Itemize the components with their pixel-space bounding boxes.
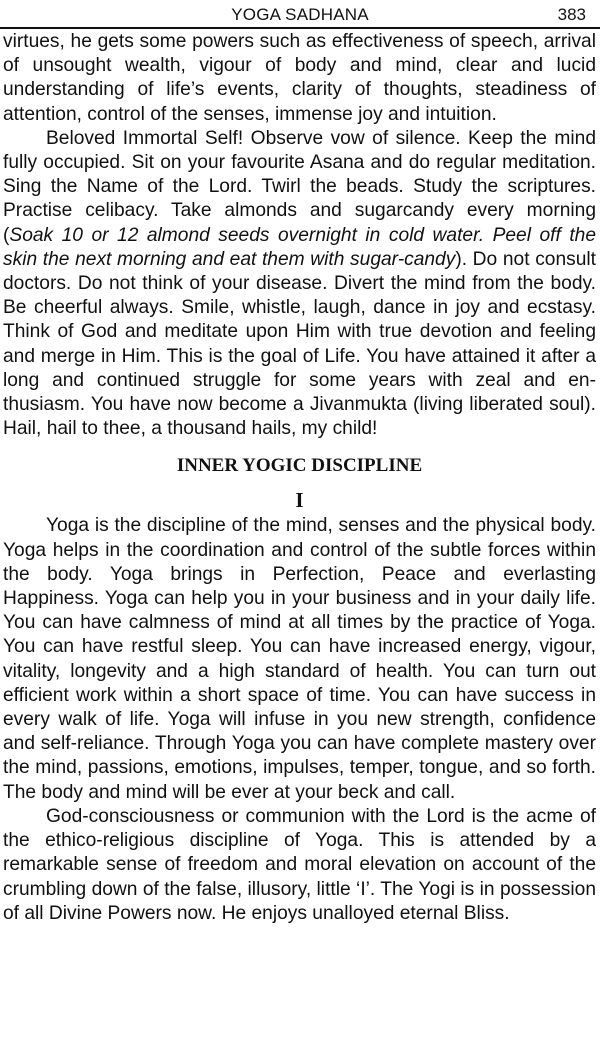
- paragraph-beloved-self: [3, 127, 596, 442]
- paragraph-text: Beloved Immortal Self! Observe vow of silence. Keep the mind fully occupied. Sit on your favourite Asana and do regular meditation. Sing the Name of the Lord. Twirl the beads. Study the scriptures. Practise celibacy. Take almonds and sugarcandy every morning (: [3, 127, 596, 246]
- running-head: [0, 2, 600, 28]
- paragraph-yoga-discipline: Yoga is the discipline of the mind, senses and the physical body. Yoga helps in the coordination and control of the subtle forces within the body. Yoga brings in Perfection, Peace and everlasting Happiness. Yoga can help you in your business and in your daily life. You can have calmness of mind at all times by the practice of Yoga. You can have restful sleep. You can have increased energy, vigour, vitality, longevity and a high standard of health. You can turn out efficient work within a short space of time. You can have success in every walk of life. Yoga will infuse in you new strength, confidence and self-reliance. Through Yoga you can have complete mastery over the mind, passions, emotions, impulses, temper, tongue, and so forth. The body and mind will be ever at your beck and call.: [3, 515, 596, 803]
- paragraph-text: ). Do not consult doctors. Do not think of your disease. Divert the mind from the body. Be cheerful always. Smile, whistle, laugh, dance in joy and ecstasy. Think of God and meditate upon Him with true devotion and feeling and merge in Him. This is the goal of Life. You have attained it after a long and continued struggle for some years with zeal and enthusiasm. You have now become a Jivanmukta (living liberated soul). Hail, hail to thee, a thousand hails, my child!: [3, 248, 596, 440]
- header-rule: [0, 27, 600, 29]
- paragraph-continuation: virtues, he gets some powers such as effectiveness of speech, arrival of unsought wealth, vigour of body and mind, clear and lucid understanding of life’s events, clarity of thoughts, steadiness of attention, control of the senses, immense joy and intuition.: [3, 31, 596, 125]
- subsection-numeral: I: [295, 488, 304, 513]
- section-heading: INNER YOGIC DISCIPLINE: [176, 455, 423, 477]
- running-title: YOGA SADHANA: [231, 5, 369, 24]
- body-text: [3, 30, 596, 926]
- italic-instruction: Soak 10 or 12 almond seeds overnight in cold water. Peel off the skin the next morning and eat them with sugar-candy: [3, 224, 596, 270]
- page-number: 383: [557, 5, 586, 24]
- paragraph-god-consciousness: God-consciousness or communion with the Lord is the acme of the ethico-religious discipline of Yoga. This is attended by a remarkable sense of freedom and moral elevation on account of the crumbling down of the false, illusory, little ‘I’. The Yogi is in possession of all Divine Powers now. He enjoys unalloyed eternal Bliss.: [3, 805, 596, 924]
